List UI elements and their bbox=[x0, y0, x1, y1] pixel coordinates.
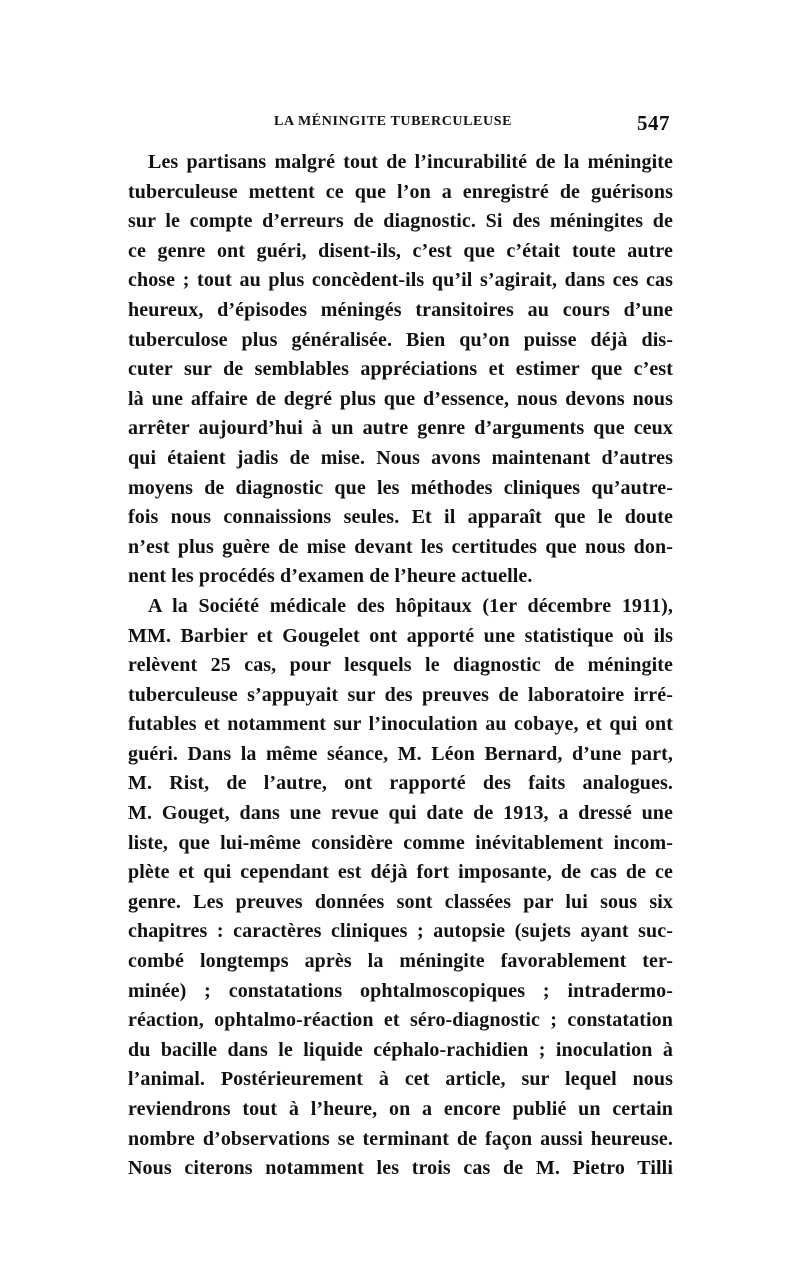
text-line: reviendrons tout à l’heure, on a encore publié un certain bbox=[128, 1098, 673, 1120]
text-line: qui étaient jadis de mise. Nous avons maintenant d’autres bbox=[128, 446, 673, 469]
text-line: combé longtemps après la méningite favorablement ter- bbox=[128, 950, 673, 973]
text-line: A la Société médicale des hôpitaux (1er décembre 1911), bbox=[148, 594, 673, 617]
text-line: M. Rist, de l’autre, ont rapporté des faits analogues. bbox=[128, 772, 673, 795]
text-line: sur le compte d’erreurs de diagnostic. Si des méningites de bbox=[128, 210, 673, 233]
text-line: cuter sur de semblables appréciations et estimer que c’est bbox=[128, 358, 673, 381]
text-line: nombre d’observations se terminant de façon aussi heureuse. bbox=[128, 1127, 673, 1150]
text-line: relèvent 25 cas, pour lesquels le diagnostic de méningite bbox=[128, 654, 673, 677]
text-line: liste, que lui-même considère comme inévitablement incom- bbox=[128, 831, 673, 854]
text-line: Nous citerons notamment les trois cas de M. Pietro Tilli bbox=[128, 1157, 673, 1180]
text-line: l’animal. Postérieurement à cet article, sur lequel nous bbox=[128, 1068, 673, 1091]
text-line: réaction, ophtalmo-réaction et séro-diagnostic ; constatation bbox=[128, 1009, 673, 1032]
running-title: LA MÉNINGITE TUBERCULEUSE bbox=[274, 114, 513, 129]
text-line: chose ; tout au plus concèdent-ils qu’il s’agirait, dans ces cas bbox=[128, 269, 673, 292]
paragraph-2 bbox=[128, 592, 673, 1184]
text-line: plète et qui cependant est déjà fort imposante, de cas de ce bbox=[128, 861, 673, 884]
body-text bbox=[128, 148, 673, 1184]
paragraph-1 bbox=[128, 148, 673, 592]
text-line: Les partisans malgré tout de l’incurabilité de la méningite bbox=[148, 151, 673, 173]
text-line: n’est plus guère de mise devant les certitudes que nous don- bbox=[128, 535, 673, 558]
text-line: ce genre ont guéri, disent-ils, c’est que c’était toute autre bbox=[128, 239, 673, 262]
text-line: là une affaire de degré plus que d’essence, nous devons nous bbox=[128, 387, 673, 410]
text-line: tuberculeuse mettent ce que l’on a enregistré de guérisons bbox=[128, 180, 673, 203]
text-line: minée) ; constatations ophtalmoscopiques ; intradermo- bbox=[128, 979, 673, 1002]
text-line: tuberculose plus généralisée. Bien qu’on puisse déjà dis- bbox=[128, 328, 673, 351]
text-line: tuberculeuse s’appuyait sur des preuves de laboratoire irré- bbox=[128, 683, 673, 706]
text-line: chapitres : caractères cliniques ; autopsie (sujets ayant suc- bbox=[128, 920, 673, 943]
text-line: heureux, d’épisodes méningés transitoires au cours d’une bbox=[128, 298, 673, 321]
text-line: du bacille dans le liquide céphalo-rachidien ; inoculation à bbox=[128, 1038, 673, 1061]
text-line: futables et notamment sur l’inoculation au cobaye, et qui ont bbox=[128, 713, 673, 736]
text-line: fois nous connaissions seules. Et il apparaît que le doute bbox=[128, 506, 673, 529]
running-head bbox=[136, 111, 670, 138]
text-line: M. Gouget, dans une revue qui date de 1913, a dressé une bbox=[128, 802, 673, 825]
text-line: guéri. Dans la même séance, M. Léon Bernard, d’une part, bbox=[128, 742, 673, 765]
page-number: 547 bbox=[637, 111, 670, 135]
text-line: moyens de diagnostic que les méthodes cliniques qu’autre- bbox=[128, 476, 673, 499]
text-line: MM. Barbier et Gougelet ont apporté une statistique où ils bbox=[128, 624, 673, 647]
text-line: nent les procédés d’examen de l’heure actuelle. bbox=[128, 565, 533, 588]
text-line: arrêter aujourd’hui à un autre genre d’arguments que ceux bbox=[128, 417, 673, 440]
text-line: genre. Les preuves données sont classées par lui sous six bbox=[128, 890, 673, 913]
